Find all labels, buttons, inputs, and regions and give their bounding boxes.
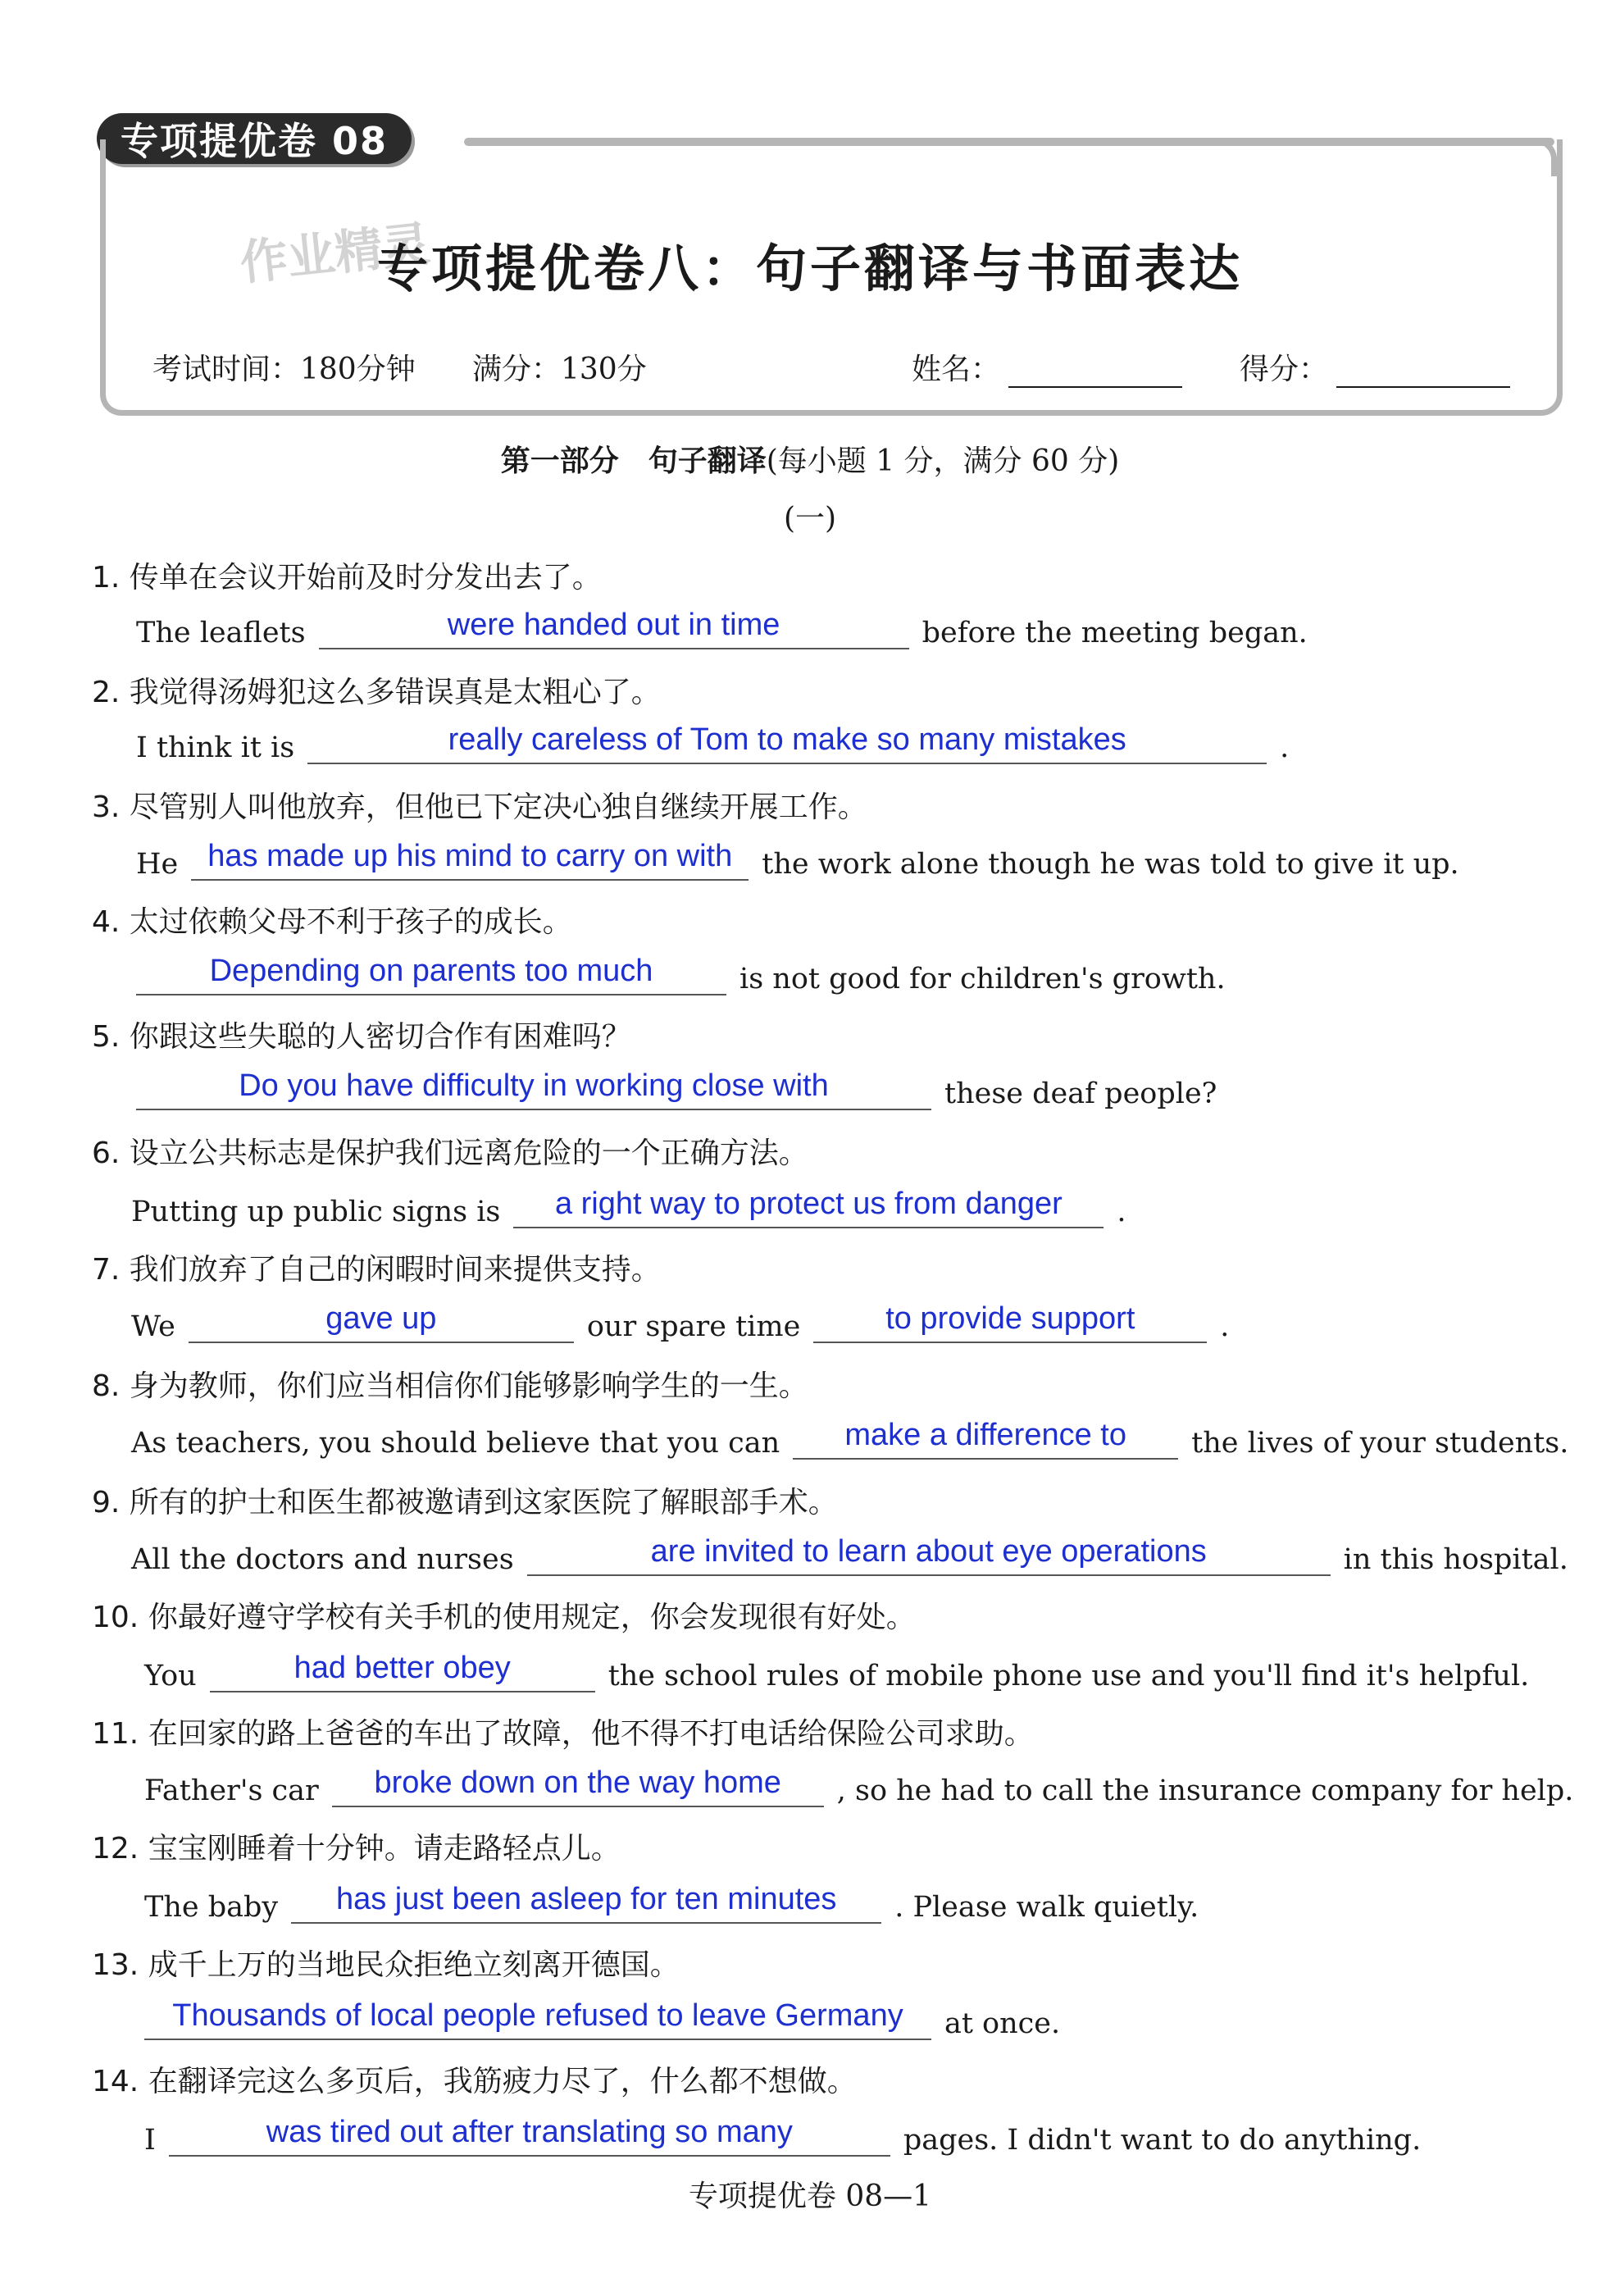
- text-pre: The leaflets: [136, 617, 306, 649]
- text-pre: I: [144, 2124, 156, 2157]
- question-cn: 5. 你跟这些失聪的人密切合作有困难吗？: [92, 1020, 631, 1054]
- question-en: [144, 1650, 1529, 1692]
- name-label: 姓名：: [912, 353, 1001, 386]
- text-post: before the meeting began.: [921, 617, 1308, 649]
- text-pre: He: [136, 848, 179, 881]
- text-pre: We: [131, 1310, 175, 1343]
- question-en: [136, 722, 1289, 764]
- answer-blank[interactable]: Thousands of local people refused to leave Germany: [144, 1998, 931, 2040]
- text-post: .: [1220, 1310, 1230, 1343]
- question-cn: 8. 身为教师，你们应当相信你们能够影响学生的一生。: [92, 1369, 808, 1403]
- question-en: [123, 953, 1226, 995]
- answer-blank[interactable]: broke down on the way home: [332, 1765, 824, 1807]
- question-en: [131, 1417, 1568, 1460]
- question-cn: 6. 设立公共标志是保护我们远离危险的一个正确方法。: [92, 1137, 808, 1170]
- score-blank[interactable]: [1336, 353, 1510, 388]
- question-en: [136, 838, 1459, 881]
- page-footer: 专项提优卷 08—1: [688, 2180, 932, 2213]
- score-label: 得分：: [1240, 353, 1329, 386]
- text-post: .: [1117, 1196, 1126, 1228]
- answer-blank[interactable]: Do you have difficulty in working close with: [136, 1068, 931, 1110]
- text-post: these deaf people?: [944, 1077, 1217, 1110]
- question-en: [131, 1533, 1568, 1576]
- answer-blank[interactable]: was tired out after translating so many: [169, 2114, 890, 2157]
- text-mid: our spare time: [586, 1310, 801, 1343]
- question-cn: 9. 所有的护士和医生都被邀请到这家医院了解眼部手术。: [92, 1486, 838, 1519]
- text-post: the lives of your students.: [1191, 1427, 1569, 1460]
- question-cn: 11. 在回家的路上爸爸的车出了故障，他不得不打电话给保险公司求助。: [92, 1717, 1034, 1751]
- answer-blank[interactable]: a right way to protect us from danger: [513, 1186, 1104, 1228]
- text-post: at once.: [944, 2007, 1061, 2040]
- question-en: [144, 1881, 1199, 1924]
- question-en: [144, 2114, 1421, 2157]
- text-post: .: [1280, 731, 1290, 764]
- text-post: pages. I didn't want to do anything.: [903, 2124, 1422, 2157]
- question-en: [136, 607, 1308, 649]
- question-en: [123, 1068, 1217, 1110]
- question-cn: 7. 我们放弃了自己的闲暇时间来提供支持。: [92, 1253, 661, 1287]
- question-cn: 3. 尽管别人叫他放弃，但他已下定决心独自继续开展工作。: [92, 790, 867, 824]
- text-post: , so he had to call the insurance company for help.: [836, 1774, 1574, 1807]
- text-pre: I think it is: [136, 731, 295, 764]
- text-post: in this hospital.: [1343, 1543, 1568, 1576]
- question-en: [131, 1186, 1126, 1228]
- answer-blank[interactable]: really careless of Tom to make so many mistakes: [307, 722, 1267, 764]
- answer-blank-2[interactable]: to provide support: [813, 1301, 1207, 1343]
- question-cn: 14. 在翻译完这么多页后，我筋疲力尽了，什么都不想做。: [92, 2065, 857, 2098]
- answer-blank[interactable]: has just been asleep for ten minutes: [291, 1881, 881, 1924]
- question-cn: 2. 我觉得汤姆犯这么多错误真是太粗心了。: [92, 676, 661, 709]
- question-en: [131, 1301, 1229, 1343]
- text-pre: As teachers, you should believe that you can: [131, 1427, 780, 1460]
- question-cn: 13. 成千上万的当地民众拒绝立刻离开德国。: [92, 1948, 680, 1982]
- score-field: [1240, 346, 1510, 388]
- question-en: [131, 1998, 1060, 2040]
- question-cn: 1. 传单在会议开始前及时分发出去了。: [92, 561, 602, 594]
- question-cn: 10. 你最好遵守学校有关手机的使用规定，你会发现很有好处。: [92, 1601, 916, 1634]
- section-note: (每小题 1 分，满分 60 分): [766, 444, 1120, 478]
- answer-blank[interactable]: Depending on parents too much: [136, 953, 726, 995]
- text-pre: The baby: [144, 1891, 279, 1924]
- answer-blank[interactable]: gave up: [189, 1301, 574, 1343]
- full-score: 满分：130分: [472, 353, 647, 386]
- answer-blank[interactable]: make a difference to: [793, 1417, 1178, 1460]
- text-pre: You: [144, 1660, 197, 1692]
- text-pre: Putting up public signs is: [131, 1196, 501, 1228]
- section-title: [0, 438, 1620, 480]
- section-heading: 第一部分 句子翻译: [500, 444, 767, 478]
- question-en: [144, 1765, 1573, 1807]
- text-post: the work alone though he was told to give it up.: [762, 848, 1459, 881]
- text-post: the school rules of mobile phone use and you'll find it's helpful.: [608, 1660, 1530, 1692]
- answer-blank[interactable]: had better obey: [210, 1650, 595, 1692]
- answer-blank[interactable]: were handed out in time: [319, 607, 909, 649]
- text-post: . Please walk quietly.: [894, 1891, 1199, 1924]
- page-title: 专项提优卷八：句子翻译与书面表达: [376, 239, 1243, 298]
- text-pre: Father's car: [144, 1774, 319, 1807]
- question-cn: 4. 太过依赖父母不利于孩子的成长。: [92, 905, 572, 939]
- text-pre: All the doctors and nurses: [131, 1543, 514, 1576]
- exam-time: 考试时间：180分钟: [152, 353, 416, 386]
- answer-blank[interactable]: has made up his mind to carry on with: [191, 838, 749, 881]
- name-field: [912, 346, 1182, 388]
- text-post: is not good for children's growth.: [739, 963, 1226, 995]
- question-cn: 12. 宝宝刚睡着十分钟。请走路轻点儿。: [92, 1832, 621, 1866]
- name-blank[interactable]: [1008, 353, 1182, 388]
- answer-blank[interactable]: are invited to learn about eye operations: [527, 1533, 1331, 1576]
- section-tag: 专项提优卷 08: [97, 113, 412, 164]
- watermark: 作业精灵: [237, 216, 433, 291]
- sub-title: (一): [783, 502, 837, 535]
